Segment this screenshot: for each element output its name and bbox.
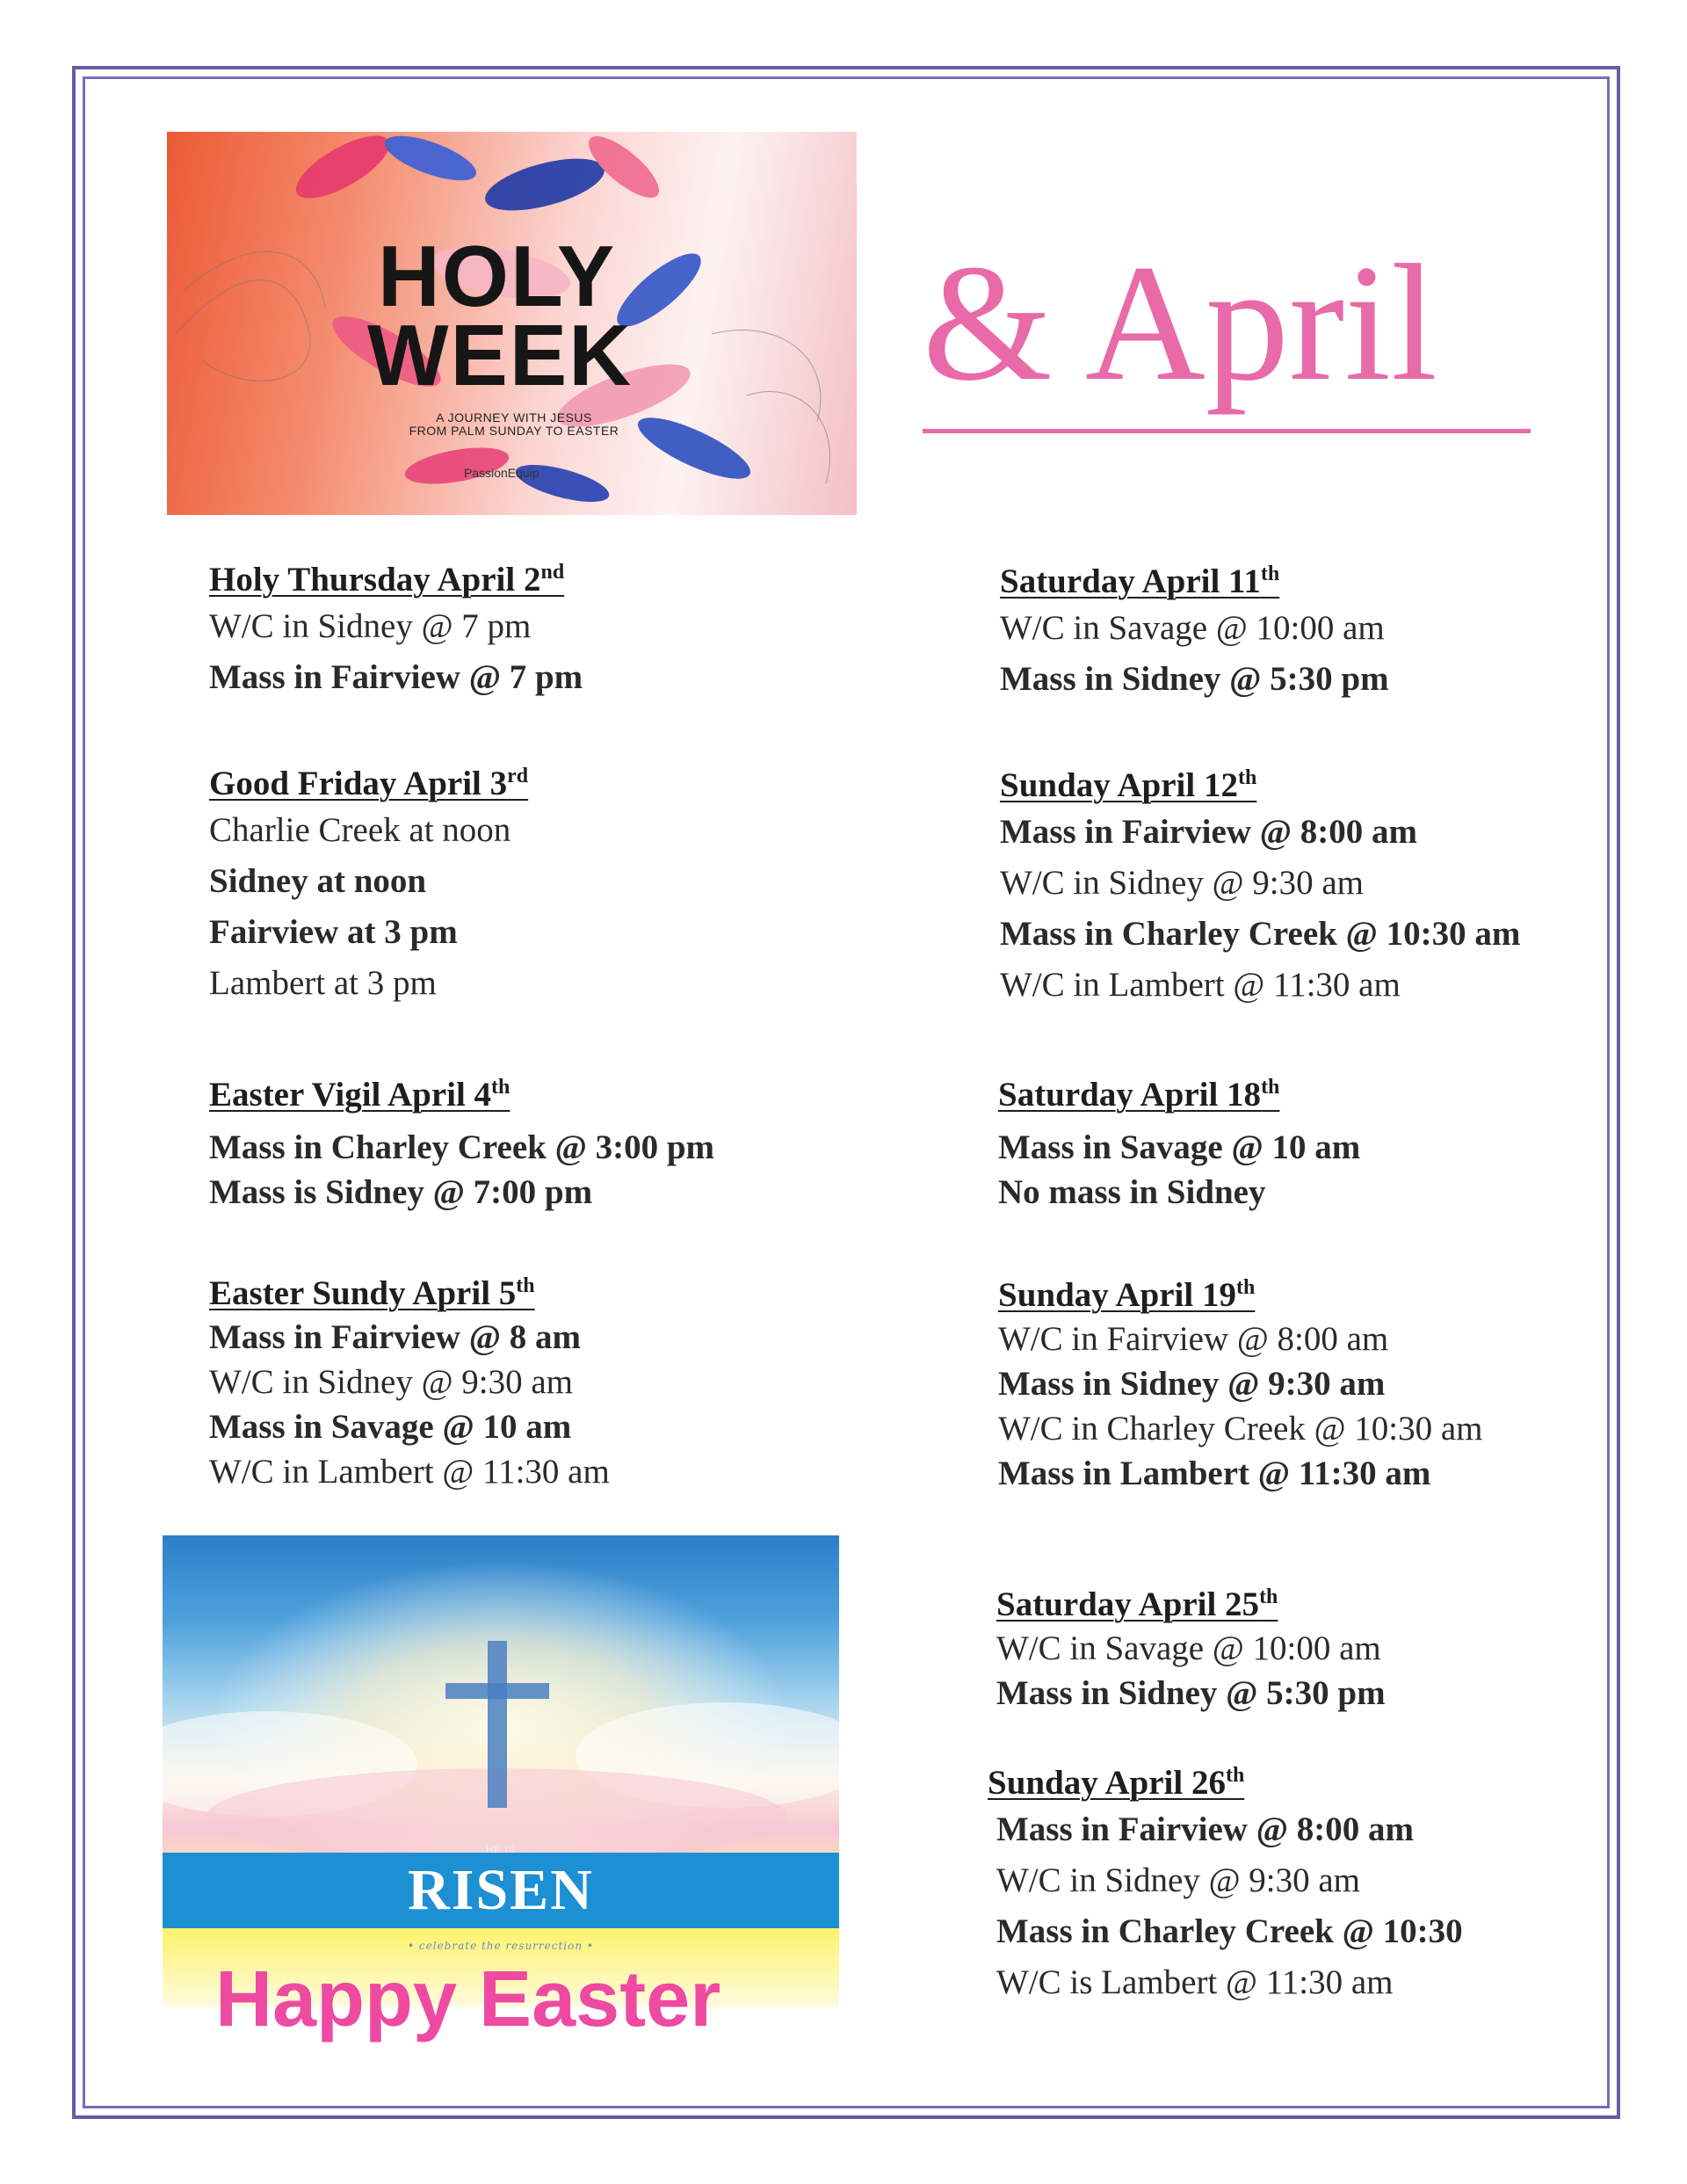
day-block: [988, 1762, 1463, 2008]
day-block: [209, 763, 528, 1009]
day-heading: Sunday April 12th: [1000, 766, 1257, 804]
schedule-line: Mass in Lambert @ 11:30 am: [998, 1455, 1431, 1492]
schedule-line: Sidney at noon: [209, 862, 427, 900]
day-heading: Saturday April 11th: [1000, 562, 1280, 600]
schedule-line: W/C is Lambert @ 11:30 am: [996, 1963, 1394, 2001]
cross-sky-art: [163, 1535, 839, 1861]
day-block: [996, 1584, 1386, 1716]
happy-easter-text: Happy Easter: [215, 1955, 721, 2043]
holy-week-brand: PassionEquip: [464, 466, 539, 480]
day-block: [209, 1074, 714, 1215]
day-heading: Saturday April 25th: [996, 1585, 1278, 1623]
schedule-line: W/C in Sidney @ 9:30 am: [996, 1861, 1360, 1899]
day-heading: Holy Thursday April 2nd: [209, 561, 565, 599]
schedule-line: Mass in Fairview @ 8 am: [209, 1318, 581, 1356]
holy-week-title-week: WEEK: [367, 307, 633, 403]
holy-week-banner: [167, 132, 857, 515]
schedule-line: Mass in Fairview @ 8:00 am: [996, 1810, 1414, 1848]
day-block: [209, 1273, 610, 1494]
schedule-line: Mass in Charley Creek @ 10:30 am: [1000, 915, 1521, 953]
schedule-line: W/C in Sidney @ 9:30 am: [1000, 864, 1364, 902]
day-heading: Good Friday April 3rd: [209, 765, 529, 802]
schedule-line: Mass in Fairview @ 7 pm: [209, 658, 583, 696]
schedule-line: Mass in Charley Creek @ 10:30: [996, 1912, 1463, 1950]
schedule-line: W/C in Savage @ 10:00 am: [1000, 609, 1385, 647]
schedule-line: No mass in Sidney: [998, 1173, 1266, 1211]
he-is-risen-image: [163, 1535, 839, 2007]
day-block: [1000, 561, 1389, 705]
schedule-line: Mass in Sidney @ 5:30 pm: [1000, 660, 1389, 698]
day-heading: Easter Vigil April 4th: [209, 1076, 510, 1114]
schedule-line: Mass in Fairview @ 8:00 am: [1000, 813, 1417, 851]
april-heading-rule: [923, 429, 1531, 433]
risen-word: RISEN: [408, 1858, 594, 1922]
schedule-line: Mass in Charley Creek @ 3:00 pm: [209, 1128, 715, 1166]
day-heading: Saturday April 18th: [998, 1076, 1280, 1114]
day-heading: Sunday April 19th: [998, 1276, 1256, 1314]
schedule-line: Mass in Sidney @ 5:30 pm: [996, 1674, 1386, 1712]
schedule-line: W/C in Sidney @ 9:30 am: [209, 1363, 573, 1401]
april-heading: & April: [923, 231, 1437, 416]
day-block: [998, 1274, 1482, 1496]
schedule-line: W/C in Fairview @ 8:00 am: [998, 1320, 1389, 1358]
holy-week-subtitle: [369, 411, 659, 438]
schedule-line: W/C in Lambert @ 11:30 am: [1000, 966, 1401, 1004]
schedule-line: Fairview at 3 pm: [209, 913, 458, 951]
schedule-line: Mass is Sidney @ 7:00 pm: [209, 1173, 593, 1211]
schedule-line: Mass in Savage @ 10 am: [998, 1128, 1361, 1166]
holy-week-title-holy: HOLY: [378, 228, 617, 324]
holy-week-subtitle-line1: A JOURNEY WITH JESUS: [436, 410, 592, 424]
schedule-line: W/C in Charley Creek @ 10:30 am: [998, 1410, 1483, 1448]
risen-tagline: • celebrate the resurrection •: [408, 1940, 594, 1952]
schedule-line: Mass in Sidney @ 9:30 am: [998, 1365, 1386, 1403]
day-heading: Sunday April 26th: [988, 1764, 1245, 1802]
schedule-line: W/C in Savage @ 10:00 am: [996, 1629, 1381, 1667]
schedule-line: W/C in Lambert @ 11:30 am: [209, 1453, 610, 1491]
holy-week-subtitle-line2: FROM PALM SUNDAY TO EASTER: [409, 424, 619, 438]
day-heading: Easter Sundy April 5th: [209, 1274, 535, 1312]
schedule-line: W/C in Sidney @ 7 pm: [209, 607, 532, 645]
schedule-line: Charlie Creek at noon: [209, 811, 511, 849]
schedule-line: Lambert at 3 pm: [209, 964, 437, 1002]
he-is-label: HE IS: [486, 1845, 516, 1855]
day-block: [1000, 765, 1520, 1011]
schedule-line: Mass in Savage @ 10 am: [209, 1408, 572, 1446]
day-block: [998, 1074, 1360, 1215]
day-block: [209, 559, 583, 703]
